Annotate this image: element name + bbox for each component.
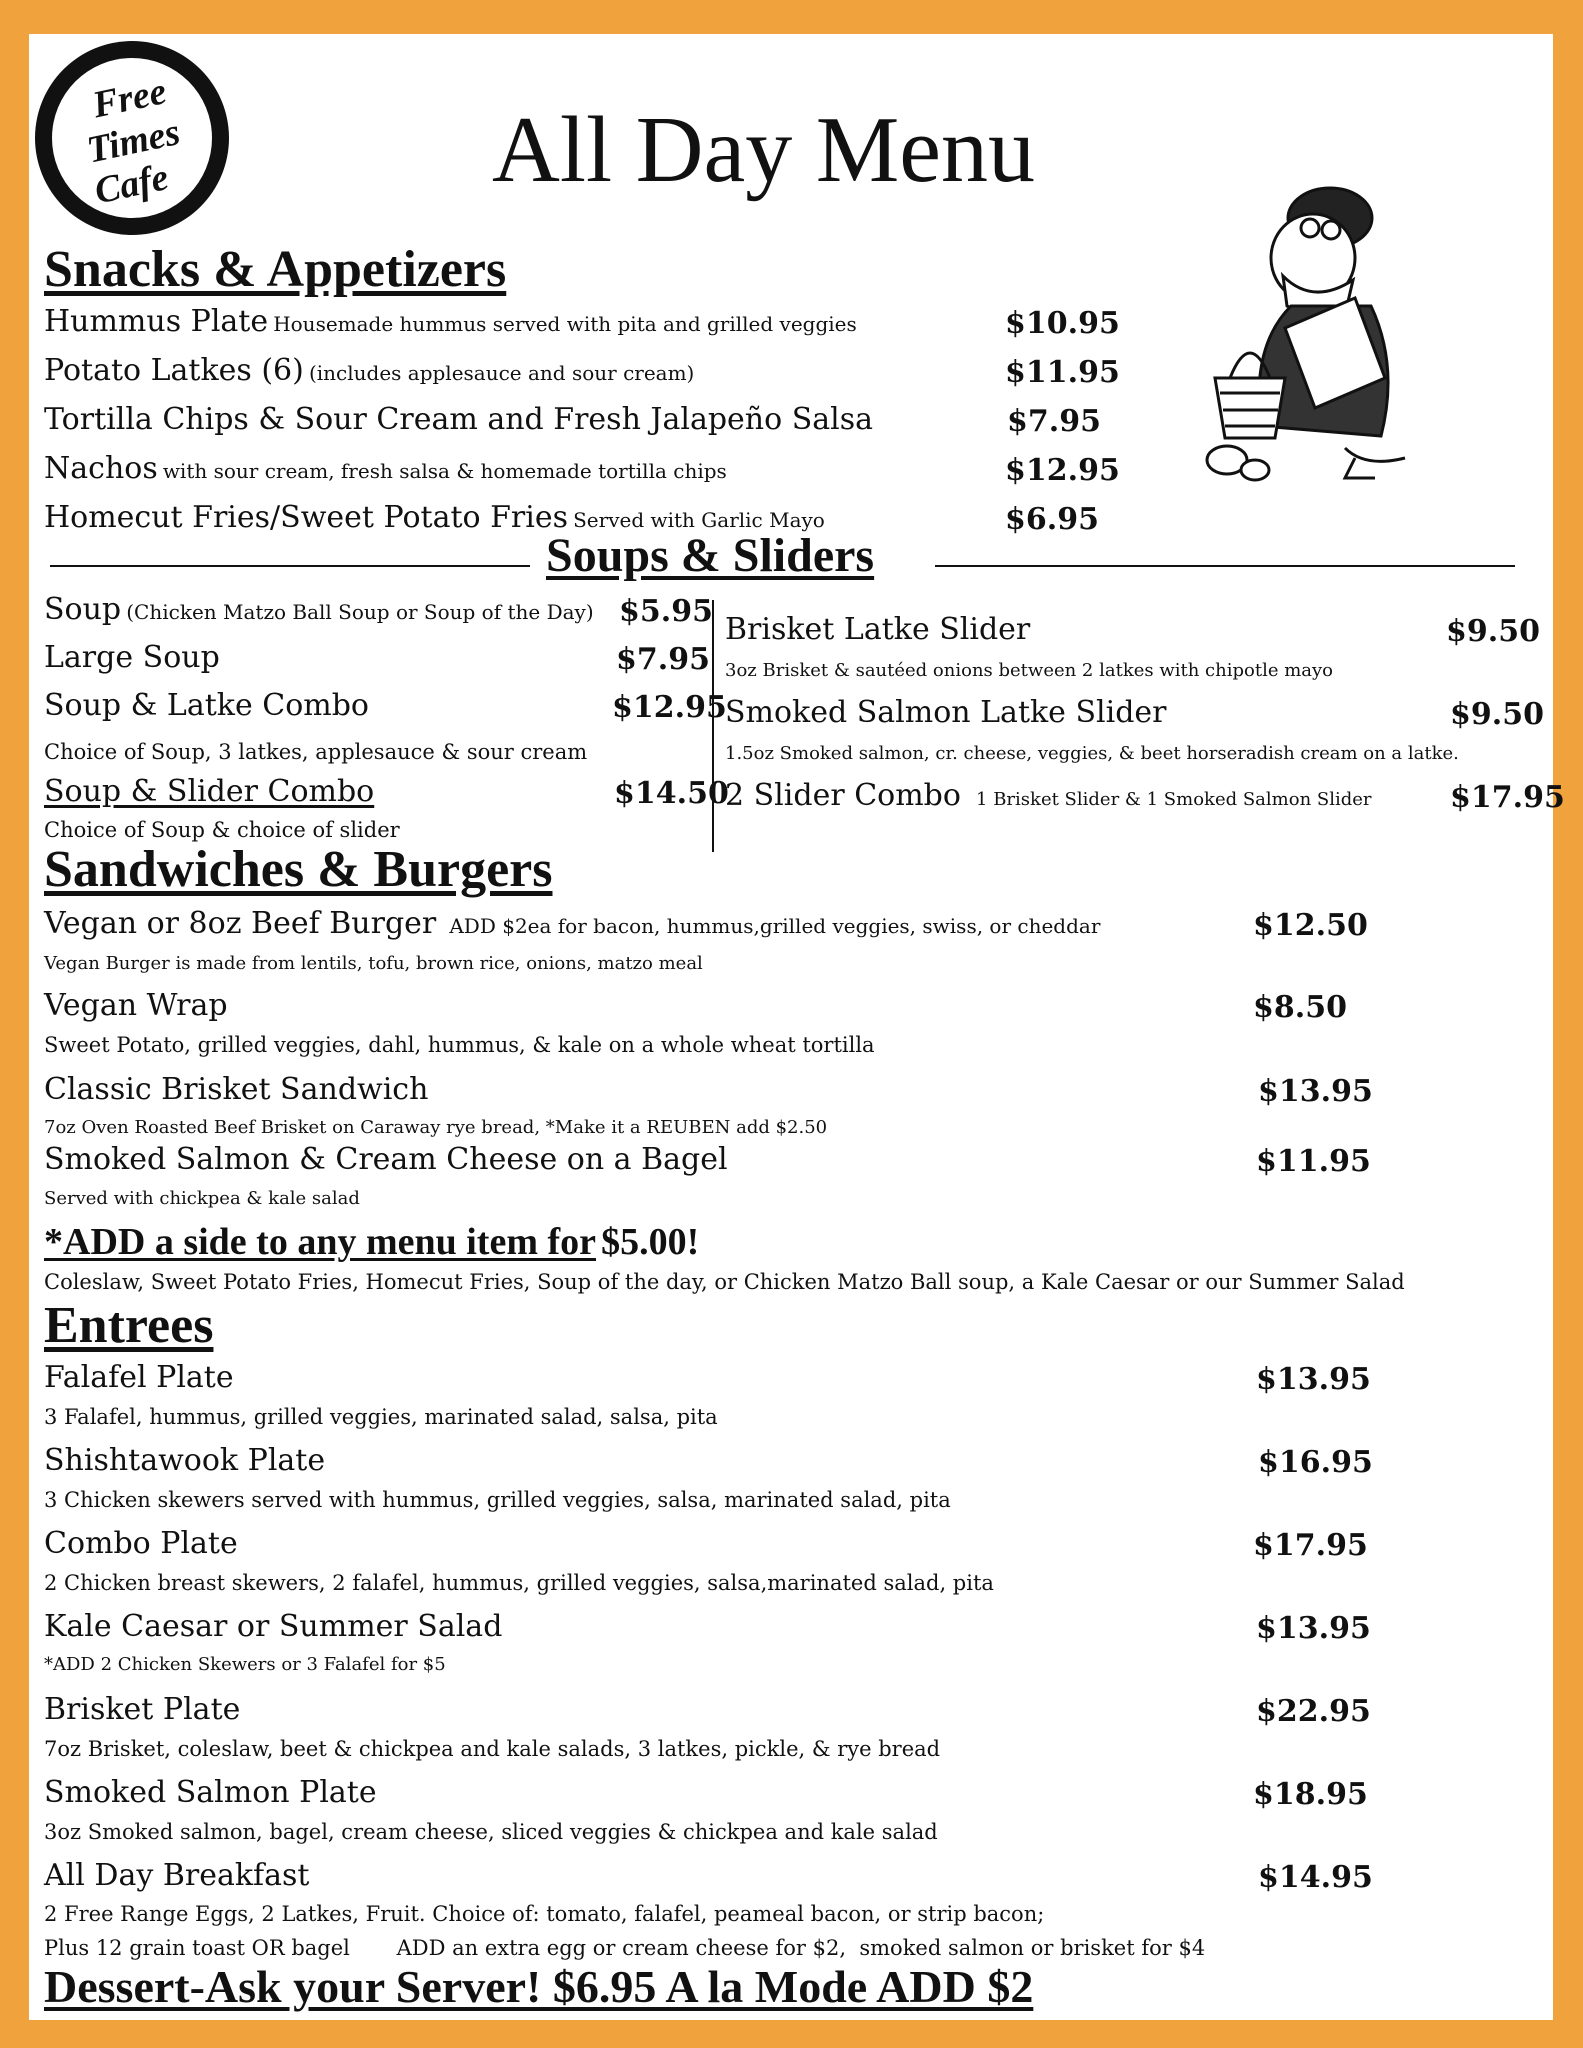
item-price: $9.50 (1450, 697, 1544, 732)
divider-left (50, 565, 530, 567)
item-price: $6.95 (1005, 502, 1099, 537)
add-side-label: *ADD a side to any menu item for (44, 1221, 597, 1263)
item-description: *ADD 2 Chicken Skewers or 3 Falafel for $5 (44, 1654, 446, 1675)
item-price: $13.95 (1256, 1362, 1371, 1397)
item-price: $14.95 (1258, 1860, 1373, 1895)
section-heading-soups: Soups & Sliders (546, 529, 875, 582)
menu-item (44, 906, 1100, 941)
item-name: Nachos (44, 451, 158, 486)
item-description: 3 Chicken skewers served with hummus, grilled veggies, salsa, marinated salad, pita (44, 1488, 951, 1512)
item-description: Choice of Soup, 3 latkes, applesauce & sour cream (44, 740, 588, 764)
item-price: $7.95 (1007, 404, 1101, 439)
item-note: 1 Brisket Slider & 1 Smoked Salmon Slider (976, 789, 1372, 810)
add-side-price: $5.00! (601, 1221, 700, 1263)
section-heading-entrees: Entrees (44, 1297, 214, 1354)
item-description: Plus 12 grain toast OR bagel ADD an extra egg or cream cheese for $2, smoked salmon or brisket for $4 (44, 1936, 1206, 1960)
menu-item (44, 451, 727, 486)
logo-line2: Times (83, 110, 184, 172)
add-side-heading (44, 1220, 699, 1264)
item-description: 3oz Brisket & sautéed onions between 2 latkes with chipotle mayo (725, 660, 1334, 681)
item-description: 7oz Brisket, coleslaw, beet & chickpea and kale salads, 3 latkes, pickle, & rye bread (44, 1737, 941, 1761)
item-price: $13.95 (1256, 1611, 1371, 1646)
item-note: (Chicken Matzo Ball Soup or Soup of the Day) (126, 600, 594, 624)
divider-right (935, 565, 1515, 567)
item-description: 1.5oz Smoked salmon, cr. cheese, veggies, & beet horseradish cream on a latke. (725, 743, 1459, 764)
page-title: All Day Menu (492, 98, 1036, 202)
item-price: $16.95 (1258, 1445, 1373, 1480)
item-name: Potato Latkes (6) (44, 353, 304, 388)
item-price: $10.95 (1005, 306, 1120, 341)
item-description: 2 Chicken breast skewers, 2 falafel, hummus, grilled veggies, salsa,marinated salad, pita (44, 1571, 994, 1595)
item-name: Homecut Fries/Sweet Potato Fries (44, 500, 569, 535)
menu-item (725, 778, 1372, 813)
item-name: Combo Plate (44, 1526, 238, 1561)
item-name: Tortilla Chips & Sour Cream and Fresh Jalapeño Salsa (44, 402, 874, 437)
item-name: Large Soup (44, 640, 220, 675)
item-price: $18.95 (1253, 1777, 1368, 1812)
item-name: Soup & Latke Combo (44, 688, 369, 723)
item-name: Smoked Salmon Latke Slider (725, 695, 1167, 730)
item-note: Housemade hummus served with pita and grilled veggies (273, 312, 857, 336)
item-description: 2 Free Range Eggs, 2 Latkes, Fruit. Choice of: tomato, falafel, peameal bacon, or strip bacon; (44, 1902, 1045, 1926)
item-price: $8.50 (1253, 990, 1347, 1025)
item-description: Sweet Potato, grilled veggies, dahl, hummus, & kale on a whole wheat tortilla (44, 1033, 875, 1057)
item-description: Served with chickpea & kale salad (44, 1188, 360, 1209)
item-name: All Day Breakfast (44, 1858, 310, 1893)
item-name: Soup & Slider Combo (44, 774, 375, 809)
logo-line1: Free (89, 70, 171, 127)
item-name: Vegan Wrap (44, 988, 228, 1023)
item-price: $12.50 (1253, 908, 1368, 943)
lady-with-basket-illustration (1195, 178, 1465, 488)
item-price: $12.95 (1005, 453, 1120, 488)
item-name: Brisket Latke Slider (725, 612, 1031, 647)
item-price: $17.95 (1450, 780, 1565, 815)
item-name: 2 Slider Combo (725, 778, 961, 813)
item-name: Vegan or 8oz Beef Burger (44, 906, 437, 941)
item-name: Classic Brisket Sandwich (44, 1072, 429, 1107)
dessert-line: Dessert-Ask your Server! $6.95 A la Mode ADD $2 (44, 1961, 1034, 2012)
item-price: $9.50 (1446, 614, 1540, 649)
menu-item (44, 304, 857, 339)
section-heading-snacks: Snacks & Appetizers (44, 241, 507, 298)
item-description: 3oz Smoked salmon, bagel, cream cheese, sliced veggies & chickpea and kale salad (44, 1820, 938, 1844)
column-divider (712, 600, 714, 852)
item-description: Choice of Soup & choice of slider (44, 818, 400, 842)
item-price: $22.95 (1256, 1694, 1371, 1729)
item-note: with sour cream, fresh salsa & homemade tortilla chips (162, 459, 727, 483)
item-description: 3 Falafel, hummus, grilled veggies, marinated salad, salsa, pita (44, 1405, 718, 1429)
item-note: (includes applesauce and sour cream) (308, 361, 695, 385)
item-price: $17.95 (1253, 1528, 1368, 1563)
item-name: Smoked Salmon Plate (44, 1775, 377, 1810)
item-name: Soup (44, 592, 122, 627)
section-heading-sandwiches: Sandwiches & Burgers (44, 841, 553, 898)
logo-line3: Cafe (91, 156, 173, 213)
menu-item (44, 402, 873, 437)
item-name: Falafel Plate (44, 1360, 234, 1395)
item-price: $7.95 (616, 642, 710, 677)
menu-item (44, 592, 594, 627)
item-note: ADD $2ea for bacon, hummus,grilled veggies, swiss, or cheddar (449, 914, 1101, 938)
item-price: $5.95 (619, 594, 713, 629)
item-name: Kale Caesar or Summer Salad (44, 1609, 503, 1644)
item-name: Brisket Plate (44, 1692, 241, 1727)
item-description: Vegan Burger is made from lentils, tofu, brown rice, onions, matzo meal (44, 953, 703, 974)
add-side-description: Coleslaw, Sweet Potato Fries, Homecut Fries, Soup of the day, or Chicken Matzo Ball soup, a Kale Caesar or our Summer Salad (44, 1270, 1405, 1294)
item-name: Hummus Plate (44, 304, 269, 339)
item-name: Smoked Salmon & Cream Cheese on a Bagel (44, 1142, 728, 1177)
item-price: $13.95 (1258, 1074, 1373, 1109)
logo (32, 38, 232, 238)
menu-item (44, 353, 694, 388)
item-description: 7oz Oven Roasted Beef Brisket on Caraway rye bread, *Make it a REUBEN add $2.50 (44, 1117, 828, 1138)
item-name: Shishtawook Plate (44, 1443, 326, 1478)
item-price: $14.50 (614, 776, 729, 811)
item-price: $11.95 (1005, 355, 1120, 390)
item-note: Served with Garlic Mayo (573, 508, 825, 532)
item-price: $12.95 (612, 690, 727, 725)
item-price: $11.95 (1256, 1144, 1371, 1179)
